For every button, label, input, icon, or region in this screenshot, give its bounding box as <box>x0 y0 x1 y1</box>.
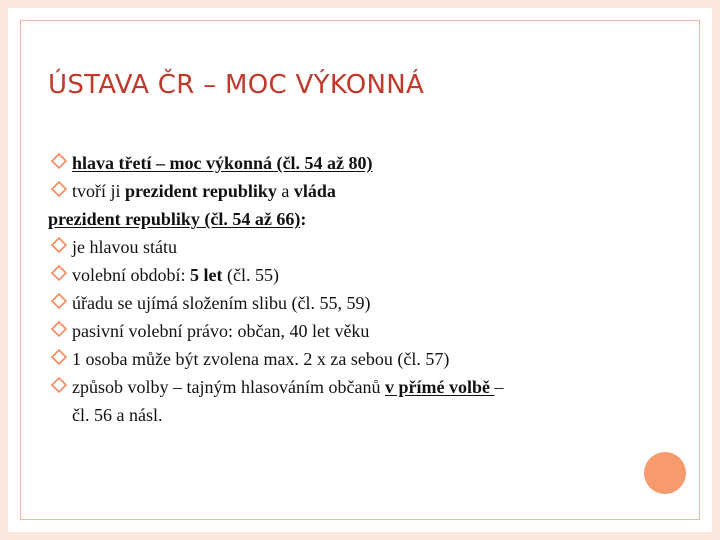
item-text: a <box>276 181 294 201</box>
list-item <box>48 346 648 374</box>
diamond-bullet-icon <box>50 152 68 170</box>
item-text: hlava třetí – moc výkonná (čl. 54 až 80) <box>72 153 373 173</box>
list-item <box>48 318 648 346</box>
item-text: – <box>494 377 504 397</box>
item-text-bold: v přímé volbě <box>384 377 495 397</box>
item-text: úřadu se ujímá složením slibu (čl. 55, 59) <box>72 293 371 313</box>
list-item <box>48 178 648 206</box>
decorative-circle <box>644 452 686 494</box>
section-heading-text: prezident republiky (čl. 54 až 66) <box>48 209 301 229</box>
section-heading <box>48 206 648 234</box>
item-text: tvoří ji <box>72 181 125 201</box>
diamond-bullet-icon <box>50 348 68 366</box>
section-heading-colon: : <box>300 209 307 229</box>
item-text: (čl. 55) <box>222 265 279 285</box>
item-text: je hlavou státu <box>72 237 177 257</box>
item-text: pasivní volební právo: občan, 40 let věku <box>72 321 370 341</box>
slide-title: ÚSTAVA ČR – MOC VÝKONNÁ <box>48 70 425 100</box>
slide-content <box>48 150 648 430</box>
diamond-bullet-icon <box>50 236 68 254</box>
item-text: způsob volby – tajným hlasováním občanů <box>72 377 385 397</box>
item-text-bold: 5 let <box>190 265 223 285</box>
item-text: čl. 56 a násl. <box>72 405 163 425</box>
item-text-bold: vláda <box>293 181 336 201</box>
list-item <box>48 290 648 318</box>
diamond-bullet-icon <box>50 264 68 282</box>
diamond-bullet-icon <box>50 292 68 310</box>
list-item <box>48 262 648 290</box>
list-item <box>48 234 648 262</box>
list-item <box>48 374 648 402</box>
list-item-continuation <box>48 402 648 430</box>
item-text: 1 osoba může být zvolena max. 2 x za sebou (čl. 57) <box>72 349 450 369</box>
item-text-bold: prezident republiky <box>125 181 277 201</box>
item-text: volební období: <box>72 265 190 285</box>
list-item <box>48 150 648 178</box>
diamond-bullet-icon <box>50 180 68 198</box>
diamond-bullet-icon <box>50 376 68 394</box>
diamond-bullet-icon <box>50 320 68 338</box>
